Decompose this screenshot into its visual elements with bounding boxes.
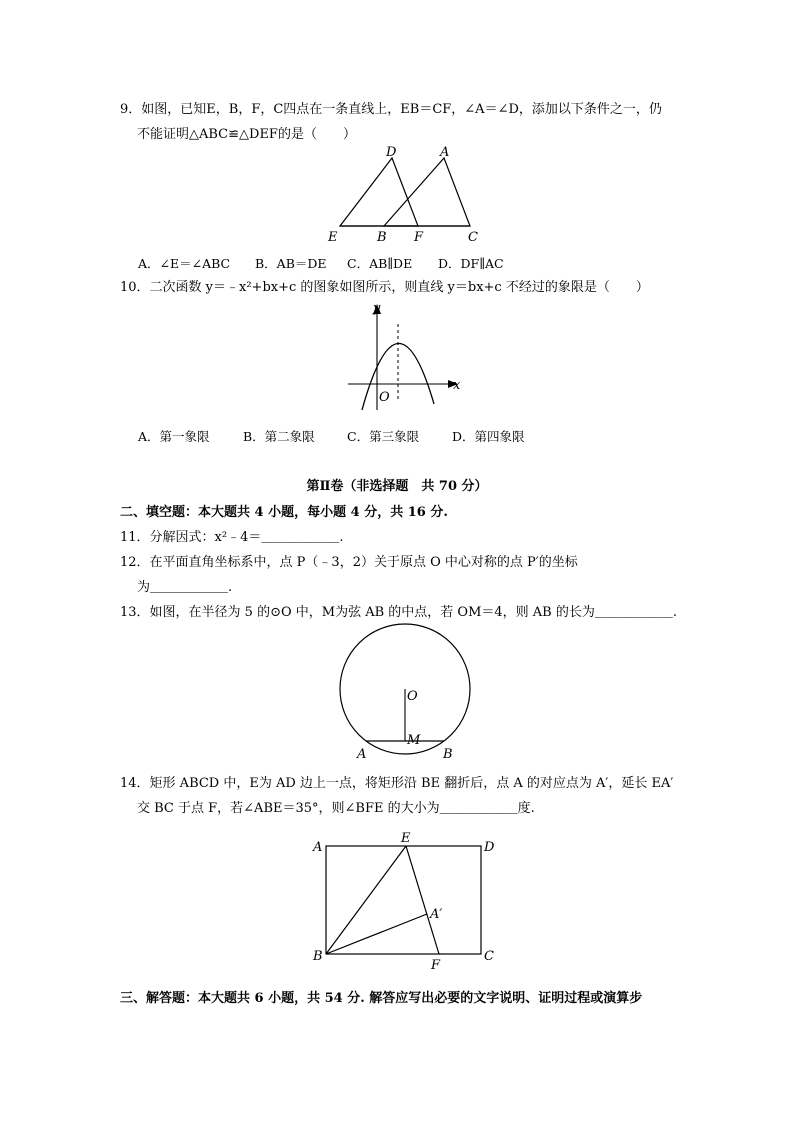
q9-label-F: F (414, 230, 424, 245)
q14-label-A: A (313, 840, 323, 855)
q9-option-d: D．DF∥AC (438, 256, 504, 271)
q9-label-D: D (386, 145, 397, 160)
q9-label-C: C (468, 230, 478, 245)
q10-option-d: D．第四象限 (452, 429, 525, 444)
q13-label-O: O (407, 689, 418, 704)
q10-parabola-figure (340, 300, 470, 415)
q10-line1: 10．二次函数 y＝﹣x²+bx+c 的图象如图所示，则直线 y＝bx+c 不经过的象限是（ ） (120, 280, 649, 295)
q13-label-M: M (407, 733, 421, 748)
q14-line2: 交 BC 于点 F，若∠ABE＝35°，则∠BFE 的大小为＿＿＿＿＿＿度. (137, 801, 535, 816)
q13-label-B: B (443, 747, 453, 762)
q11-text: 11．分解因式：x²﹣4＝＿＿＿＿＿＿. (120, 530, 344, 545)
section2-title: 第Ⅱ卷（非选择题 共 70 分） (306, 479, 488, 494)
q9-line2: 不能证明△ABC≌△DEF的是（ ） (137, 127, 356, 142)
q9-option-b: B．AB＝DE (255, 256, 327, 271)
q14-label-C: C (484, 949, 494, 964)
section3-heading: 三、解答题：本大题共 6 小题，共 54 分. 解答应写出必要的文字说明、证明过程或演算步 (120, 991, 643, 1006)
q9-line1: 9．如图，已知E，B，F，C四点在一条直线上，EB＝CF，∠A＝∠D，添加以下条件之一，仍 (120, 102, 662, 117)
q9-option-c: C．AB∥DE (347, 256, 413, 271)
q9-option-a: A．∠E＝∠ABC (138, 256, 231, 271)
q10-label-O: O (379, 390, 390, 405)
q10-label-x: x (453, 378, 461, 393)
q10-option-c: C．第三象限 (347, 429, 420, 444)
q9-triangles-figure (320, 145, 490, 248)
q9-label-A: A (440, 145, 450, 160)
section2-heading: 二、填空题：本大题共 4 小题，每小题 4 分，共 16 分. (120, 505, 448, 520)
q14-line1: 14．矩形 ABCD 中，E为 AD 边上一点，将矩形沿 BE 翻折后，点 A 的对应点为 A′，延长 EA′ (120, 776, 674, 791)
q12-line1: 12．在平面直角坐标系中，点 P（﹣3，2）关于原点 O 中心对称的点 P′的坐标 (120, 555, 578, 570)
q14-rectangle-figure (310, 830, 510, 973)
q12-line2: 为＿＿＿＿＿＿. (137, 580, 233, 595)
q14-label-D: D (484, 840, 495, 855)
q13-label-A: A (357, 747, 367, 762)
q9-label-E: E (328, 230, 338, 245)
q14-label-F: F (431, 958, 441, 973)
q14-label-B: B (313, 949, 323, 964)
q13-text: 13．如图，在半径为 5 的⊙O 中，M为弦 AB 的中点，若 OM＝4，则 AB 的长为＿＿＿＿＿＿. (120, 605, 677, 620)
q10-option-a: A．第一象限 (138, 429, 210, 444)
q14-label-E: E (401, 831, 411, 846)
q14-label-A-prime: A′ (430, 907, 443, 922)
q9-label-B: B (377, 230, 387, 245)
q13-circle-figure (330, 620, 480, 765)
q10-option-b: B．第二象限 (243, 429, 315, 444)
q10-label-y: y (373, 301, 381, 316)
